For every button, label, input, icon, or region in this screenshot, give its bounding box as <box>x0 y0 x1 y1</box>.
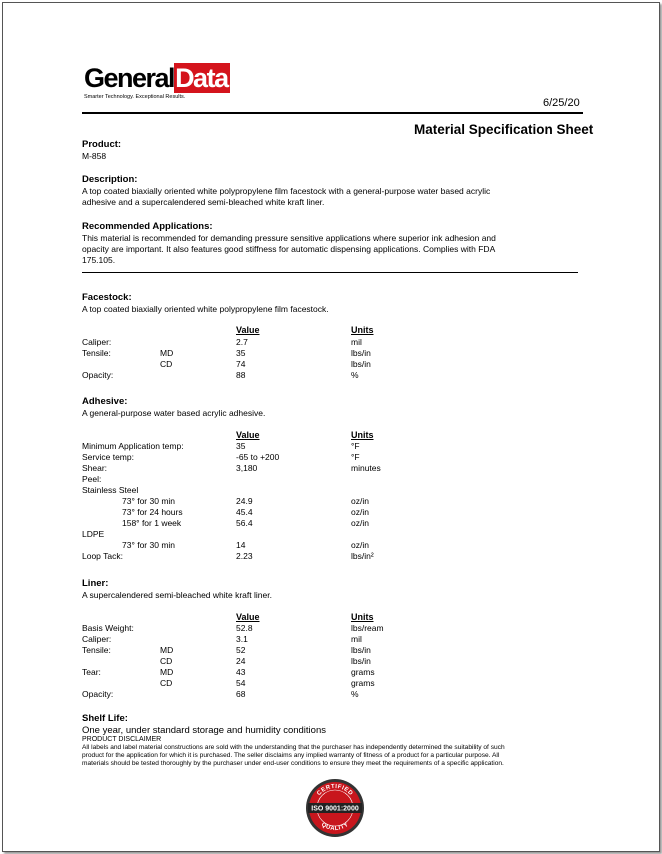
adhesive-value-header: Value <box>236 430 260 440</box>
logo-text-data: Data <box>175 63 228 93</box>
shelf-life-heading: Shelf Life: <box>82 713 128 724</box>
facestock-heading: Facestock: <box>82 292 132 303</box>
logo-text-general: General <box>84 63 175 93</box>
adhesive-value-col: 35 -65 to +200 3,180 24.9 45.4 56.4 14 2.23 <box>236 441 280 561</box>
iso-certified-seal <box>305 778 365 838</box>
description-text: A top coated biaxially oriented white polypropylene film facestock with a general-purpose water based acrylic adhesive and a supercalendered semi-bleached white kraft liner. <box>82 186 491 207</box>
liner-value-col: 52.8 3.1 52 24 43 54 68 <box>236 623 253 699</box>
facestock-label-col: Caliper: Tensile: Opacity: <box>82 337 114 380</box>
facestock-units-header: Units <box>351 325 374 335</box>
liner-desc: A supercalendered semi-bleached white kraft liner. <box>82 590 272 600</box>
product-value: M-858 <box>82 151 107 161</box>
adhesive-unit-col: °F °F minutes oz/in oz/in oz/in oz/in lbs/in² <box>351 441 381 561</box>
adhesive-heading: Adhesive: <box>82 396 128 407</box>
product-heading: Product: <box>82 139 122 150</box>
facestock-direction-col: MD CD <box>160 348 174 369</box>
section-divider <box>82 272 578 273</box>
facestock-unit-col: mil lbs/in lbs/in % <box>351 337 371 380</box>
adhesive-label-col: Minimum Application temp: Service temp: Shear: Peel: Stainless Steel 73° for 30 min 73° for 24 hours 158° for 1 week LDPE 73° for 30 min Loop Tack: <box>82 441 184 561</box>
applications-heading: Recommended Applications: <box>82 221 213 232</box>
document-date: 6/25/20 <box>543 97 580 109</box>
page <box>2 2 660 852</box>
liner-direction-col: MD CD MD CD <box>160 645 174 688</box>
seal-top-text: CERTIFIED <box>316 783 354 798</box>
adhesive-units-header: Units <box>351 430 374 440</box>
liner-value-header: Value <box>236 612 260 622</box>
facestock-value-col: 2.7 35 74 88 <box>236 337 248 380</box>
facestock-value-header: Value <box>236 325 260 335</box>
document-title: Material Specification Sheet <box>414 122 594 137</box>
seal-center-text: ISO 9001:2000 <box>311 805 359 813</box>
company-logo <box>84 63 228 103</box>
description-heading: Description: <box>82 174 138 185</box>
applications-text: This material is recommended for demanding pressure sensitive applications where superior ink adhesion and opacity are important. It also features good stiffness for automatic dispensing applications. Complies with FDA 175.105. <box>82 233 496 265</box>
shelf-life-text: One year, under standard storage and humidity conditions <box>82 725 326 736</box>
seal-bottom-text: QUALITY <box>320 821 351 833</box>
disclaimer-heading: PRODUCT DISCLAIMER <box>82 736 162 743</box>
liner-label-col: Basis Weight: Caliper: Tensile: Tear: Opacity: <box>82 623 134 699</box>
liner-heading: Liner: <box>82 578 109 589</box>
header-divider <box>82 112 583 114</box>
adhesive-desc: A general-purpose water based acrylic adhesive. <box>82 408 266 418</box>
liner-unit-col: lbs/ream mil lbs/in lbs/in grams grams % <box>351 623 384 699</box>
disclaimer-text: All labels and label material constructions are sold with the understanding that the purchaser has independently determined the suitability of such product for the application for which it is purchased. The seller disclaims any implied warranty of fitness of a product for a particular purpose. All materials should be tested thoroughly by the purchaser under end-user conditions to ensure they meet the requirements of a specific application. <box>82 744 505 768</box>
liner-units-header: Units <box>351 612 374 622</box>
logo-tagline: Smarter Technology. Exceptional Results. <box>84 94 186 100</box>
facestock-desc: A top coated biaxially oriented white polypropylene film facestock. <box>82 304 329 314</box>
